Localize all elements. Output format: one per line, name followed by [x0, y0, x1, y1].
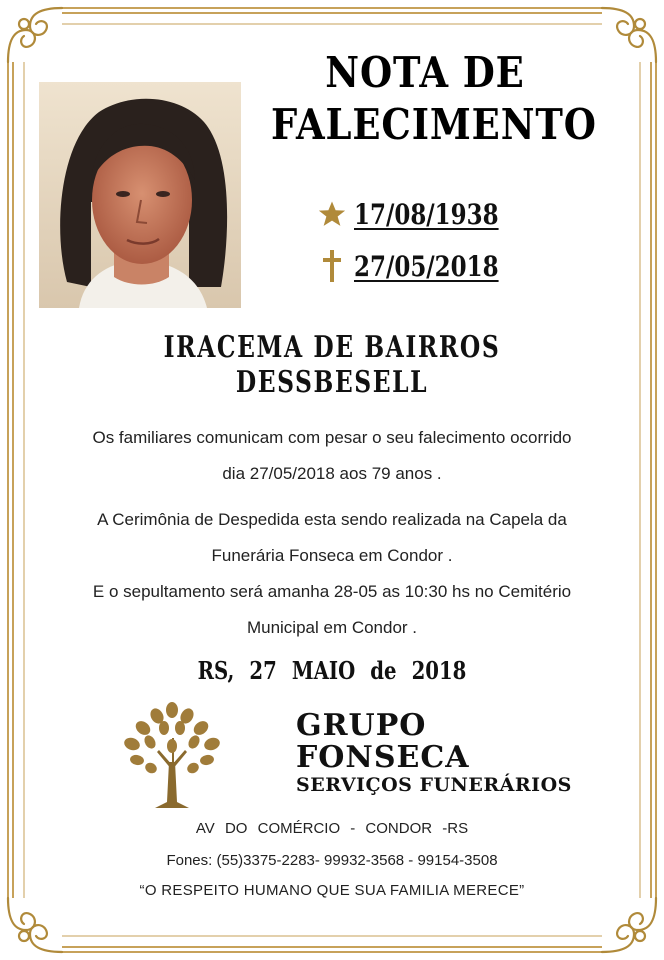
- company-slogan: “O RESPEITO HUMANO QUE SUA FAMILIA MERECE”: [139, 882, 525, 899]
- deceased-portrait: [39, 82, 241, 308]
- title-line-1: NOTA DE: [325, 48, 525, 97]
- birth-date: 17/08/1938: [354, 197, 499, 231]
- star-icon: [314, 199, 350, 229]
- burial-line: Municipal em Condor .: [246, 618, 418, 637]
- deceased-name: IRACEMA DE BAIRROS DESSBESELL: [163, 330, 501, 400]
- announcement-line: Os familiares comunicam com pesar o seu falecimento ocorrido: [92, 428, 572, 447]
- ceremony-line: A Cerimônia de Despedida esta sendo realizada na Capela da: [97, 510, 567, 529]
- place-and-date: RS, 27 MAIO de 2018: [197, 656, 467, 685]
- ceremony-line: Funerária Fonseca em Condor .: [211, 546, 453, 565]
- birth-date-row: [314, 194, 530, 234]
- death-date-row: [314, 246, 530, 286]
- company-name-line-2: FONSECA: [296, 740, 470, 775]
- ceremony-paragraph: [30, 502, 634, 646]
- company-phones: Fones: (55)3375-2283- 99932-3568 - 99154-3508: [166, 852, 498, 869]
- title-line-2: FALECIMENTO: [271, 100, 597, 149]
- tree-icon: [117, 700, 227, 810]
- company-name-line-1: GRUPO: [296, 708, 427, 743]
- company-tagline: SERVIÇOS FUNERÁRIOS: [296, 774, 572, 796]
- company-address: AV DO COMÉRCIO - CONDOR -RS: [195, 820, 469, 837]
- burial-line: E o sepultamento será amanha 28-05 as 10:30 hs no Cemitério: [92, 582, 572, 601]
- cross-icon: [314, 249, 350, 283]
- death-date: 27/05/2018: [354, 249, 499, 283]
- announcement-line: dia 27/05/2018 aos 79 anos .: [222, 464, 442, 483]
- announcement-paragraph: [30, 420, 634, 492]
